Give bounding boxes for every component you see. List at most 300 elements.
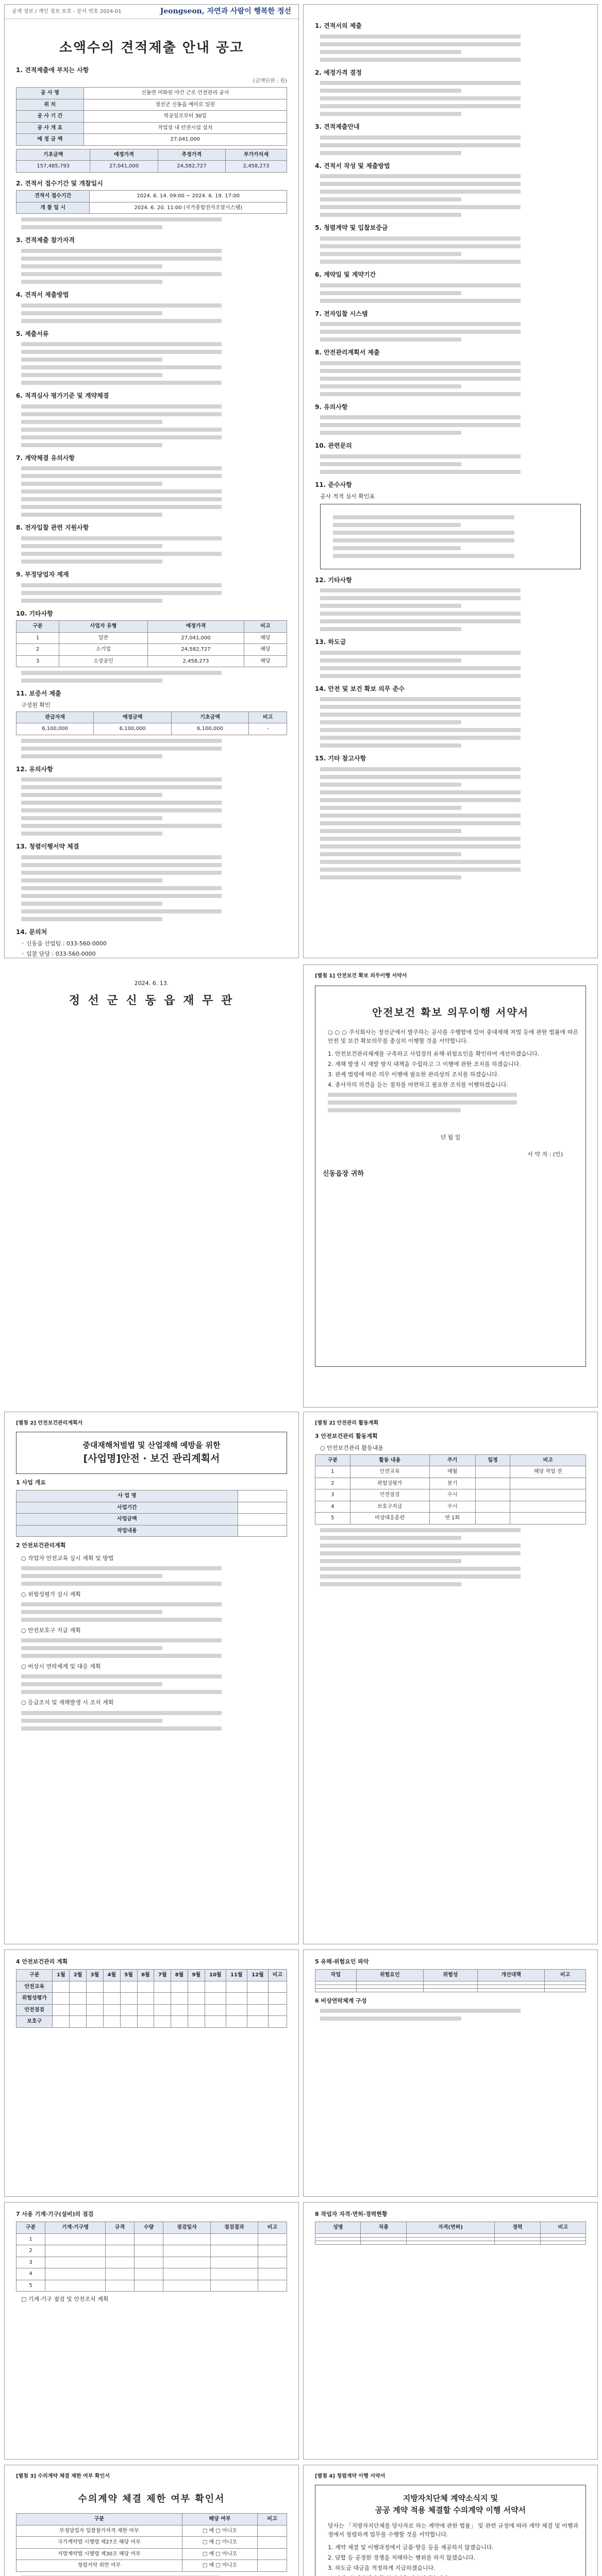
table-cell: 2024. 6. 20. 11:00 (국가종합전자조달시스템) bbox=[90, 202, 287, 214]
table-cell bbox=[226, 2004, 247, 2016]
table-cell bbox=[70, 1993, 87, 2005]
table-header: 구분 bbox=[315, 1454, 350, 1466]
table-header: 비고 bbox=[258, 2514, 287, 2526]
table-cell bbox=[154, 1981, 171, 1993]
table-cell bbox=[87, 1981, 104, 1993]
plan-equipment-page bbox=[4, 2202, 299, 2460]
table-cell bbox=[510, 1513, 586, 1524]
table-cell: □ 예 □ 아니오 bbox=[182, 2548, 257, 2560]
table-cell bbox=[45, 2245, 106, 2257]
r-section-2: 2. 예정가격 결정 bbox=[315, 69, 362, 76]
table-header: 점검결과 bbox=[210, 2222, 258, 2234]
table-row bbox=[315, 1985, 586, 1988]
table-cell bbox=[268, 1981, 287, 1993]
table-row bbox=[16, 2268, 287, 2280]
table-cell: - bbox=[249, 723, 287, 735]
table-cell: 1 bbox=[16, 632, 59, 644]
plan-item: ○ 안전보호구 지급 계획 bbox=[21, 1627, 81, 1634]
table-cell bbox=[361, 2237, 406, 2241]
table-header: 해당 여부 bbox=[182, 2514, 257, 2526]
table-cell bbox=[361, 2241, 406, 2244]
table-cell bbox=[70, 2016, 87, 2028]
table-cell: 정선군 신동읍 예미로 일원 bbox=[83, 99, 287, 111]
check-table bbox=[16, 2513, 287, 2572]
table-cell bbox=[137, 2016, 154, 2028]
table-cell bbox=[171, 1981, 188, 1993]
table-cell bbox=[315, 1985, 357, 1988]
risk-section: 5 유해·위험요인 파악 bbox=[315, 1958, 369, 1965]
table-cell bbox=[205, 2016, 226, 2028]
table-cell bbox=[406, 2241, 494, 2244]
r-section-13: 13. 하도급 bbox=[315, 638, 346, 646]
table-cell: 2 bbox=[16, 2245, 45, 2257]
pledge-tag: [별첨 1] 안전보건 확보 의무이행 서약서 bbox=[315, 973, 407, 979]
pledge-page bbox=[303, 964, 598, 1408]
table-cell bbox=[120, 2016, 137, 2028]
table-cell bbox=[154, 1993, 171, 2005]
integrity-item: 2. 담합 등 공정한 경쟁을 저해하는 행위를 하지 않겠습니다. bbox=[328, 2554, 476, 2562]
table-cell: 4 bbox=[16, 2268, 45, 2280]
table-row bbox=[16, 2280, 287, 2292]
table-header: 구분 bbox=[16, 2222, 45, 2234]
table-header: 구분 bbox=[16, 2514, 182, 2526]
section-3-title: 3. 견적제출 참가자격 bbox=[16, 236, 75, 244]
pledge-box bbox=[315, 986, 586, 1367]
price-header: 추정가격 bbox=[158, 149, 225, 161]
emergency-section: 6 비상연락체계 구성 bbox=[315, 1997, 367, 2004]
table-cell: 보호구지급 bbox=[350, 1501, 429, 1513]
table-row bbox=[16, 2525, 287, 2537]
notice-issuer: 정 선 군 신 동 읍 재 무 관 bbox=[69, 993, 235, 1007]
table-cell: 27,041,000 bbox=[148, 632, 244, 644]
table-header: 위험요인 bbox=[356, 1970, 423, 1981]
table-cell: 27,041,000 bbox=[83, 134, 287, 146]
table-header: 비고 bbox=[540, 2222, 586, 2234]
table-cell: 일반 bbox=[59, 632, 148, 644]
table-header: 2월 bbox=[70, 1970, 87, 1981]
plan-cover-page bbox=[4, 1412, 299, 1944]
unit-note: (금액단위 : 원) bbox=[253, 78, 287, 84]
price-value: 27,041,000 bbox=[90, 161, 158, 173]
table-cell bbox=[105, 2268, 134, 2280]
price-value: 157,485,793 bbox=[16, 161, 90, 173]
table-cell bbox=[45, 2280, 106, 2292]
pledge-date: 년 월 일 bbox=[440, 1133, 461, 1141]
table-cell: 소상공인 bbox=[59, 655, 148, 667]
table-cell bbox=[154, 2016, 171, 2028]
contact-line-1: ◦ 신동읍 산업팀 : 033-560-0000 bbox=[21, 940, 107, 947]
table-header: 구분 bbox=[16, 621, 59, 633]
risk-table bbox=[315, 1969, 586, 1992]
pledge-item: 2. 재해 발생 시 재발 방지 대책을 수립하고 그 이행에 관한 조치를 하겠습니다. bbox=[328, 1060, 521, 1067]
table-row bbox=[315, 2237, 586, 2241]
table-cell bbox=[210, 2268, 258, 2280]
review-box bbox=[320, 504, 581, 569]
schedule-section: 4 안전보건관리 계획 bbox=[16, 1958, 68, 1965]
table-row bbox=[315, 1489, 586, 1501]
price-value: 2,458,273 bbox=[225, 161, 287, 173]
table-cell bbox=[258, 2233, 287, 2245]
plan-tag: [별첨 2] 안전보건관리계획서 bbox=[16, 1420, 83, 1426]
page-header bbox=[5, 5, 298, 19]
table-cell bbox=[137, 1993, 154, 2005]
integrity-title-1: 지방자치단체 계약소식지 및 bbox=[403, 2493, 498, 2503]
header-text: 공개 정보 / 개인 정보 보호 - 문서 번호 2024-01 bbox=[12, 8, 122, 14]
table-cell: 사업금액 bbox=[16, 1514, 238, 1526]
integrity-intro: 당사는 「지방자치단체를 당사자로 하는 계약에 관한 법률」 및 관련 규정에 따라 계약 체결 및 이행과정에서 청렴하게 업무를 수행할 것을 서약합니다. bbox=[328, 2522, 578, 2538]
activity-sub: ○ 안전보건관리 활동내용 bbox=[320, 1444, 383, 1451]
table-cell bbox=[188, 2016, 205, 2028]
table-cell bbox=[163, 2233, 211, 2245]
notice-title: 소액수의 견적제출 안내 공고 bbox=[59, 40, 244, 56]
table-cell bbox=[70, 2004, 87, 2016]
table-cell: 사업기간 bbox=[16, 1502, 238, 1514]
table-cell: □ 예 □ 아니오 bbox=[182, 2525, 257, 2537]
table-row bbox=[16, 1981, 287, 1993]
pledge-intro: ○ ○ ○ 주식회사는 정선군에서 발주하는 공사를 수행함에 있어 중대재해 처벌 등에 관한 법률에 따른 안전 및 보건 확보의무를 충실히 이행할 것을 서약합니다. bbox=[328, 1028, 578, 1044]
table-row bbox=[315, 1501, 586, 1513]
material-table bbox=[16, 711, 287, 735]
table-cell: 수시 bbox=[429, 1501, 475, 1513]
table-row bbox=[16, 88, 287, 99]
table-cell: 24,582,727 bbox=[148, 644, 244, 656]
plan-cert-page bbox=[303, 2202, 598, 2460]
table-cell bbox=[268, 1993, 287, 2005]
price-header: 부가가치세 bbox=[225, 149, 287, 161]
table-cell bbox=[423, 1985, 477, 1988]
table-header: 사업자 유형 bbox=[59, 621, 148, 633]
table-header: 3월 bbox=[87, 1970, 104, 1981]
price-header: 예정가격 bbox=[90, 149, 158, 161]
table-header: 비고 bbox=[268, 1970, 287, 1981]
integrity-item: 1. 계약 체결 및 이행과정에서 금품·향응 등을 제공하지 않겠습니다. bbox=[328, 2544, 494, 2551]
table-cell: 해당 bbox=[244, 632, 287, 644]
table-cell bbox=[103, 2004, 120, 2016]
price-table bbox=[16, 149, 287, 173]
table-cell bbox=[205, 1981, 226, 1993]
r-section-12: 12. 기타사항 bbox=[315, 576, 352, 584]
price-value: 24,582,727 bbox=[158, 161, 225, 173]
table-cell bbox=[475, 1478, 510, 1489]
table-header: 활동 내용 bbox=[350, 1454, 429, 1466]
r-section-8: 8. 안전관리계획서 제출 bbox=[315, 349, 380, 357]
table-header: 10월 bbox=[205, 1970, 226, 1981]
table-cell bbox=[205, 1993, 226, 2005]
table-row bbox=[16, 2537, 287, 2549]
contact-line-2: ◦ 입찰 담당 : 033-560-0000 bbox=[21, 950, 96, 957]
table-cell bbox=[475, 1513, 510, 1524]
table-cell bbox=[247, 2016, 268, 2028]
table-cell bbox=[135, 2257, 163, 2268]
section-6-title: 6. 적격심사 평가기준 및 계약체결 bbox=[16, 392, 109, 400]
table-cell bbox=[510, 1478, 586, 1489]
table-header: 4월 bbox=[103, 1970, 120, 1981]
table-header: 11월 bbox=[226, 1970, 247, 1981]
table-cell bbox=[477, 1985, 544, 1988]
table-cell bbox=[258, 2537, 287, 2549]
table-cell: 작업장 내 안전시설 설치 bbox=[83, 122, 287, 134]
plan-schedule-page bbox=[4, 1950, 299, 2197]
plan-item: ○ 위험성평가 실시 계획 bbox=[21, 1591, 81, 1598]
r-section-3: 3. 견적제출안내 bbox=[315, 123, 360, 131]
table-cell bbox=[103, 1981, 120, 1993]
table-header: 5월 bbox=[120, 1970, 137, 1981]
table-cell bbox=[135, 2245, 163, 2257]
table-cell: 분기 bbox=[429, 1478, 475, 1489]
integrity-item bbox=[328, 2574, 578, 2576]
table-cell bbox=[258, 2548, 287, 2560]
table-header: 비고 bbox=[258, 2222, 287, 2234]
table-cell: 2,458,273 bbox=[148, 655, 244, 667]
table-cell: 2 bbox=[16, 644, 59, 656]
table-header: 예정금액 bbox=[94, 711, 171, 723]
table-cell: 안전교육 bbox=[16, 1981, 53, 1993]
pledge-item: 1. 안전보건관리체계를 구축하고 사업장의 유해·위험요인을 확인하여 개선하겠습니다. bbox=[328, 1050, 540, 1057]
table-cell: □ 예 □ 아니오 bbox=[182, 2560, 257, 2572]
table-header: 관급자재 bbox=[16, 711, 94, 723]
qualification-table bbox=[16, 620, 287, 667]
table-cell bbox=[45, 2233, 106, 2245]
table-cell bbox=[475, 1489, 510, 1501]
table-cell: 연 1회 bbox=[429, 1513, 475, 1524]
table-cell bbox=[154, 2004, 171, 2016]
table-cell: 예 정 금 액 bbox=[16, 134, 84, 146]
section-9-title: 9. 부정당업자 제재 bbox=[16, 571, 69, 579]
section-14-title: 14. 문의처 bbox=[16, 928, 47, 936]
table-header: 점검일자 bbox=[163, 2222, 211, 2234]
table-row bbox=[315, 1478, 586, 1489]
table-cell: 개 찰 일 시 bbox=[16, 202, 90, 214]
table-row bbox=[16, 2560, 287, 2572]
table-cell bbox=[477, 1981, 544, 1985]
activity-section: 3 안전보건관리 활동계획 bbox=[315, 1432, 378, 1439]
plan-activity-page bbox=[303, 1412, 598, 1944]
table-header: 9월 bbox=[188, 1970, 205, 1981]
table-row bbox=[16, 1525, 287, 1537]
table-cell: 신동면 미화원 야간 근로 안전관리 공사 bbox=[83, 88, 287, 99]
table-cell: 안전점검 bbox=[16, 2004, 53, 2016]
r-section-1: 1. 견적서의 제출 bbox=[315, 22, 362, 29]
table-cell bbox=[477, 1988, 544, 1992]
section-12-title: 12. 유의사항 bbox=[16, 765, 53, 773]
table-cell bbox=[210, 2233, 258, 2245]
table-cell bbox=[105, 2233, 134, 2245]
table-cell bbox=[210, 2257, 258, 2268]
table-row bbox=[16, 2233, 287, 2245]
table-cell bbox=[475, 1466, 510, 1478]
table-header: 비고 bbox=[244, 621, 287, 633]
table-cell: 매월 bbox=[429, 1466, 475, 1478]
table-cell: 공 사 개 요 bbox=[16, 122, 84, 134]
table-row bbox=[315, 1513, 586, 1524]
table-cell bbox=[495, 2241, 540, 2244]
overview-table bbox=[16, 1490, 287, 1537]
check-title: 수의계약 체결 제한 여부 확인서 bbox=[78, 2493, 225, 2504]
table-cell bbox=[356, 1985, 423, 1988]
table-cell: 해당 bbox=[244, 644, 287, 656]
table-header: 경력 bbox=[495, 2222, 540, 2234]
plan-item: ○ 비상시 연락체계 및 대응 계획 bbox=[21, 1663, 101, 1670]
table-row bbox=[315, 2233, 586, 2237]
table-row bbox=[315, 1981, 586, 1985]
table-cell bbox=[258, 2525, 287, 2537]
table-header: 자격(면허) bbox=[406, 2222, 494, 2234]
table-cell bbox=[105, 2257, 134, 2268]
table-cell bbox=[315, 2233, 361, 2237]
check-tag: [별첨 3] 수의계약 체결 제한 여부 확인서 bbox=[16, 2473, 110, 2479]
plan-item: ○ 응급조치 및 재해발생 시 조치 계획 bbox=[21, 1699, 114, 1706]
table-cell: 위험성평가 bbox=[16, 1993, 53, 2005]
r-section-10: 10. 관련문의 bbox=[315, 442, 352, 450]
table-cell bbox=[163, 2280, 211, 2292]
r-section-15: 15. 기타 참고사항 bbox=[315, 755, 366, 762]
table-cell bbox=[135, 2280, 163, 2292]
table-row bbox=[16, 134, 287, 146]
plan-section-1: 1 사업 개요 bbox=[16, 1479, 46, 1486]
table-cell bbox=[247, 1993, 268, 2005]
table-row bbox=[16, 2016, 287, 2028]
table-header: 직종 bbox=[361, 2222, 406, 2234]
table-cell bbox=[105, 2245, 134, 2257]
table-row bbox=[16, 99, 287, 111]
table-cell bbox=[53, 2004, 70, 2016]
table-cell: 청렴서약 위반 여부 bbox=[16, 2560, 182, 2572]
table-cell bbox=[258, 2280, 287, 2292]
table-header: 개선대책 bbox=[477, 1970, 544, 1981]
table-row bbox=[16, 1993, 287, 2005]
table-cell: 해당 작업 전 bbox=[510, 1466, 586, 1478]
equipment-section: 7 사용 기계·기구(설비)의 점검 bbox=[16, 2211, 94, 2217]
section-10-title: 10. 기타사항 bbox=[16, 609, 53, 617]
equipment-table bbox=[16, 2222, 287, 2292]
table-cell bbox=[53, 1981, 70, 1993]
table-cell bbox=[120, 1981, 137, 1993]
table-cell bbox=[258, 2560, 287, 2572]
table-cell bbox=[87, 1993, 104, 2005]
table-row bbox=[16, 632, 287, 644]
activity-tag: [별첨 2] 안전관리 활동계획 bbox=[315, 1420, 379, 1426]
table-cell: 1 bbox=[315, 1466, 350, 1478]
table-cell: 3 bbox=[16, 2257, 45, 2268]
table-header: 위험성 bbox=[423, 1970, 477, 1981]
r-section-4: 4. 견적서 작성 및 제출방법 bbox=[315, 162, 390, 170]
plan-section-2: 2 안전보건관리계획 bbox=[16, 1542, 66, 1549]
table-cell bbox=[226, 2016, 247, 2028]
table-cell: 비상대응훈련 bbox=[350, 1513, 429, 1524]
table-cell: 1 bbox=[16, 2233, 45, 2245]
table-row bbox=[16, 191, 287, 202]
table-cell bbox=[361, 2233, 406, 2237]
table-cell bbox=[258, 2268, 287, 2280]
table-header: 12월 bbox=[247, 1970, 268, 1981]
equipment-note: □ 기계·기구 점검 및 안전조치 계획 bbox=[21, 2296, 109, 2303]
section-5-title: 5. 제출서류 bbox=[16, 330, 49, 337]
table-cell bbox=[238, 1525, 287, 1537]
cert-section: 8 작업자 자격·면허·경력현황 bbox=[315, 2211, 388, 2217]
table-cell bbox=[423, 1981, 477, 1985]
table-row bbox=[16, 2548, 287, 2560]
table-cell bbox=[171, 1993, 188, 2005]
table-cell bbox=[268, 2004, 287, 2016]
table-cell: 소기업 bbox=[59, 644, 148, 656]
r-section-14: 14. 안전 및 보건 확보 의무 준수 bbox=[315, 685, 405, 692]
section-7-title: 7. 계약체결 유의사항 bbox=[16, 454, 75, 462]
table-cell bbox=[45, 2268, 106, 2280]
table-cell bbox=[495, 2233, 540, 2237]
table-cell bbox=[87, 2004, 104, 2016]
table-cell bbox=[423, 1988, 477, 1992]
plan-risk-page bbox=[303, 1950, 598, 2197]
table-cell bbox=[510, 1489, 586, 1501]
table-cell bbox=[103, 2016, 120, 2028]
notice-date: 2024. 6. 13. bbox=[134, 979, 169, 987]
table-cell bbox=[315, 2241, 361, 2244]
table-header: 수량 bbox=[135, 2222, 163, 2234]
table-cell: 해당 bbox=[244, 655, 287, 667]
table-row bbox=[315, 2241, 586, 2244]
table-cell bbox=[137, 1981, 154, 1993]
table-cell: 5 bbox=[315, 1513, 350, 1524]
table-header: 성명 bbox=[315, 2222, 361, 2234]
table-header: 구분 bbox=[16, 1970, 53, 1981]
table-cell: 사 업 명 bbox=[16, 1490, 238, 1502]
section-13-title: 13. 청렴이행서약 체결 bbox=[16, 843, 79, 851]
plan-title-box bbox=[16, 1432, 287, 1475]
table-cell: 안전점검 bbox=[350, 1489, 429, 1501]
table-cell bbox=[163, 2257, 211, 2268]
table-cell bbox=[406, 2233, 494, 2237]
table-cell bbox=[188, 1981, 205, 1993]
schedule-table bbox=[16, 190, 287, 214]
section-11-title: 11. 보증서 제출 bbox=[16, 690, 61, 698]
table-cell bbox=[268, 2016, 287, 2028]
cert-table bbox=[315, 2222, 586, 2245]
table-cell bbox=[545, 1988, 586, 1992]
table-header: 주기 bbox=[429, 1454, 475, 1466]
notice-page-1 bbox=[4, 4, 299, 1007]
table-cell bbox=[545, 1985, 586, 1988]
table-header: 6월 bbox=[137, 1970, 154, 1981]
table-cell bbox=[87, 2016, 104, 2028]
table-header: 예정가격 bbox=[148, 621, 244, 633]
table-cell: 착공일로부터 30일 bbox=[83, 111, 287, 123]
table-cell bbox=[226, 1993, 247, 2005]
integrity-item: 3. 하도급 대금을 적정하게 지급하겠습니다. bbox=[328, 2565, 436, 2572]
table-cell: 6,100,000 bbox=[16, 723, 94, 735]
table-cell bbox=[356, 1988, 423, 1992]
county-logo: Jeongseon, 자연과 사람이 행복한 정선 bbox=[160, 7, 291, 15]
table-row bbox=[16, 1514, 287, 1526]
table-header: 일정 bbox=[475, 1454, 510, 1466]
project-info-table bbox=[16, 87, 287, 146]
r-section-9: 9. 유의사항 bbox=[315, 403, 348, 411]
table-cell bbox=[315, 2237, 361, 2241]
table-cell bbox=[315, 1981, 357, 1985]
table-cell: 4 bbox=[315, 1501, 350, 1513]
table-cell bbox=[135, 2268, 163, 2280]
notice-page-2 bbox=[303, 4, 598, 958]
plan-title-2: [사업명]안전 · 보건 관리계획서 bbox=[83, 1452, 220, 1464]
plan-title-1: 중대재해처벌법 및 산업재해 예방을 위한 bbox=[82, 1440, 221, 1450]
table-cell bbox=[258, 2245, 287, 2257]
table-header: 작업 bbox=[315, 1970, 357, 1981]
integrity-tag: [별첨 4] 청렴계약 이행 서약서 bbox=[315, 2473, 386, 2479]
table-cell bbox=[510, 1501, 586, 1513]
table-cell bbox=[120, 1993, 137, 2005]
table-cell bbox=[238, 1514, 287, 1526]
integrity-title-2: 공공 계약 적용 체결할 수의계약 이행 서약서 bbox=[375, 2505, 526, 2515]
table-cell bbox=[70, 1981, 87, 1993]
